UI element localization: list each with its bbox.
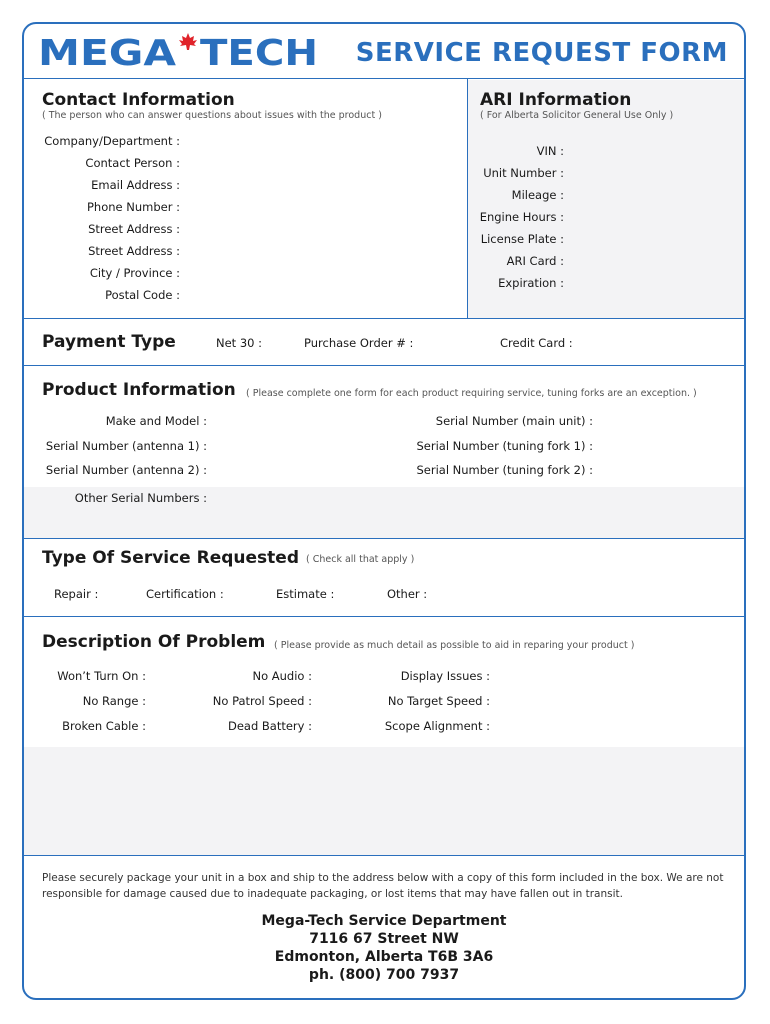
divider xyxy=(24,78,744,79)
serial-main-unit-field[interactable]: Serial Number (main unit) : xyxy=(435,414,593,428)
service-title: Type Of Service Requested xyxy=(42,548,300,568)
company-field[interactable]: Company/Department : xyxy=(44,134,180,148)
divider xyxy=(24,855,744,856)
divider xyxy=(24,538,744,539)
form-title: SERVICE REQUEST FORM xyxy=(355,38,728,68)
service-subtitle: ( Check all that apply ) xyxy=(306,554,415,565)
no-target-speed-option[interactable]: No Target Speed : xyxy=(387,694,490,708)
svg-text:MEGA: MEGA xyxy=(38,33,177,72)
serial-tuning-fork1-field[interactable]: Serial Number (tuning fork 1) : xyxy=(416,439,593,453)
other-serials-label: Other Serial Numbers : xyxy=(74,491,207,505)
problem-subtitle: ( Please provide as much detail as possible to aid in reparing your product ) xyxy=(274,640,635,651)
estimate-option[interactable]: Estimate : xyxy=(276,587,335,601)
postal-code-field[interactable]: Postal Code : xyxy=(105,288,180,302)
net30-option[interactable]: Net 30 : xyxy=(216,336,263,350)
email-field[interactable]: Email Address : xyxy=(91,178,180,192)
scope-alignment-option[interactable]: Scope Alignment : xyxy=(384,719,490,733)
contact-subtitle: ( The person who can answer questions about issues with the product ) xyxy=(42,110,382,121)
street-address-field-2[interactable]: Street Address : xyxy=(88,244,180,258)
no-audio-option[interactable]: No Audio : xyxy=(252,669,312,683)
expiration-field[interactable]: Expiration : xyxy=(498,276,564,290)
vin-field[interactable]: VIN : xyxy=(536,144,564,158)
serial-tuning-fork2-field[interactable]: Serial Number (tuning fork 2) : xyxy=(416,463,593,477)
make-model-field[interactable]: Make and Model : xyxy=(105,414,207,428)
payment-title: Payment Type xyxy=(42,332,176,352)
product-subtitle: ( Please complete one form for each product requiring service, tuning forks are an exception. ) xyxy=(246,388,697,399)
no-range-option[interactable]: No Range : xyxy=(82,694,146,708)
certification-option[interactable]: Certification : xyxy=(146,587,224,601)
unit-number-field[interactable]: Unit Number : xyxy=(483,166,564,180)
ari-subtitle: ( For Alberta Solicitor General Use Only ) xyxy=(480,110,674,121)
product-title: Product Information xyxy=(42,380,236,400)
credit-card-option[interactable]: Credit Card : xyxy=(500,336,573,350)
serial-antenna1-field[interactable]: Serial Number (antenna 1) : xyxy=(45,439,207,453)
broken-cable-option[interactable]: Broken Cable : xyxy=(62,719,146,733)
contact-person-field[interactable]: Contact Person : xyxy=(85,156,180,170)
address-line: Mega-Tech Service Department xyxy=(261,913,507,929)
form-header xyxy=(24,24,744,80)
megatech-logo xyxy=(38,32,318,72)
divider xyxy=(24,318,744,319)
divider xyxy=(467,78,468,318)
problem-description-area[interactable] xyxy=(24,747,746,855)
ari-title: ARI Information xyxy=(480,90,632,110)
phone-line: ph. (800) 700 7937 xyxy=(308,967,460,983)
phone-field[interactable]: Phone Number : xyxy=(86,200,180,214)
wont-turn-on-option[interactable]: Won’t Turn On : xyxy=(57,669,146,683)
maple-leaf-icon xyxy=(179,33,197,50)
svg-text:TECH: TECH xyxy=(200,33,318,72)
city-province-field[interactable]: City / Province : xyxy=(89,266,180,280)
serial-antenna2-field[interactable]: Serial Number (antenna 2) : xyxy=(45,463,207,477)
dead-battery-option[interactable]: Dead Battery : xyxy=(227,719,312,733)
other-option[interactable]: Other : xyxy=(387,587,428,601)
contact-title: Contact Information xyxy=(42,90,235,110)
shipping-note: Please securely package your unit in a box and ship to the address below with a copy of this form included in the box. We are not responsible for damage caused due to inadequate packaging, or lost items that may have fallen out in transit. xyxy=(42,872,724,900)
service-address xyxy=(24,912,744,984)
divider xyxy=(24,616,744,617)
purchase-order-option[interactable]: Purchase Order # : xyxy=(304,336,414,350)
mileage-field[interactable]: Mileage : xyxy=(511,188,564,202)
license-plate-field[interactable]: License Plate : xyxy=(480,232,564,246)
address-line: 7116 67 Street NW xyxy=(309,931,459,947)
no-patrol-speed-option[interactable]: No Patrol Speed : xyxy=(212,694,312,708)
divider xyxy=(24,365,744,366)
ari-card-field[interactable]: ARI Card : xyxy=(506,254,564,268)
service-request-form xyxy=(22,22,746,1000)
address-line: Edmonton, Alberta T6B 3A6 xyxy=(274,949,494,965)
engine-hours-field[interactable]: Engine Hours : xyxy=(479,210,564,224)
repair-option[interactable]: Repair : xyxy=(54,587,99,601)
display-issues-option[interactable]: Display Issues : xyxy=(400,669,490,683)
problem-title: Description Of Problem xyxy=(42,632,266,652)
street-address-field[interactable]: Street Address : xyxy=(88,222,180,236)
